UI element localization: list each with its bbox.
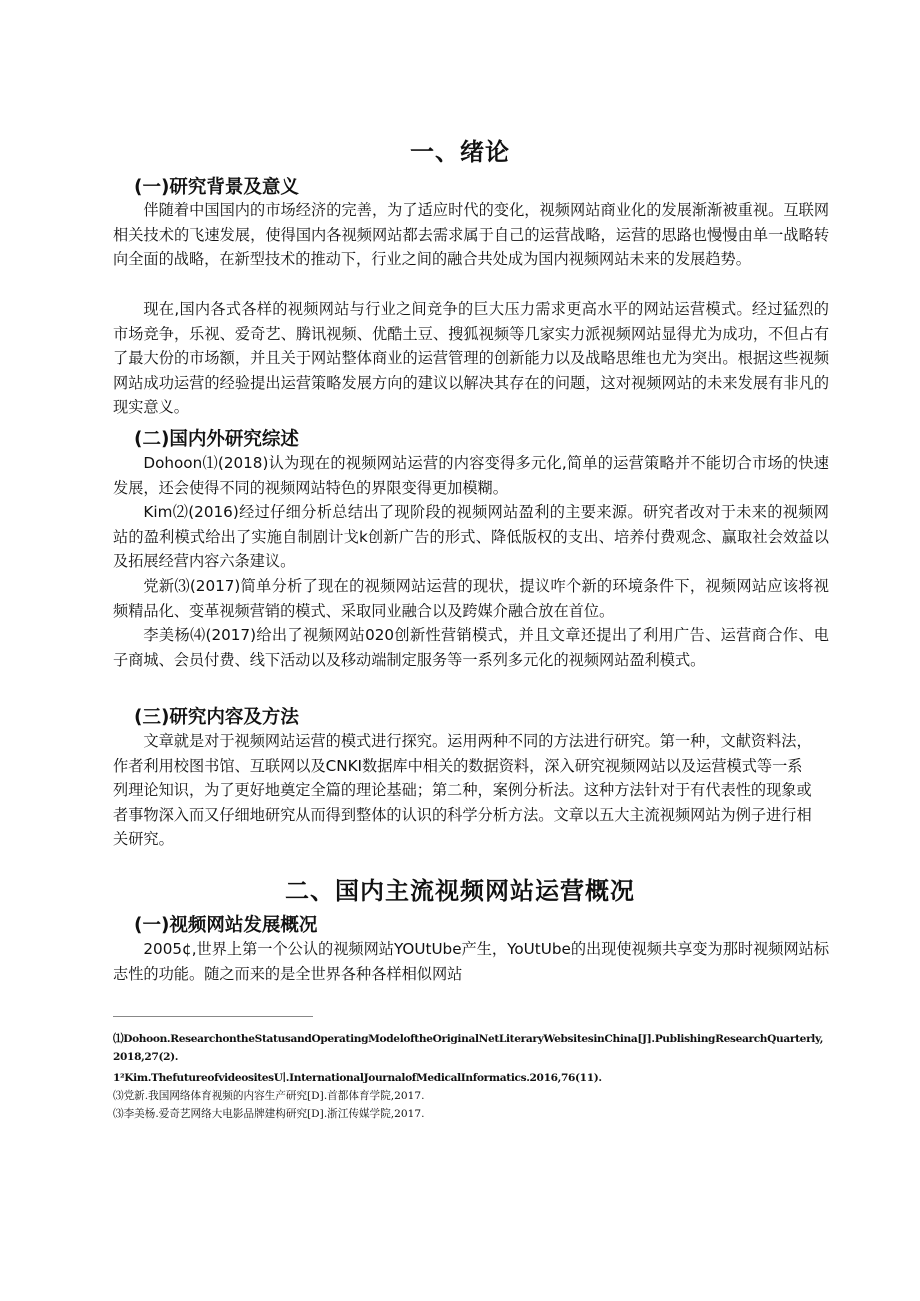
paragraph-review-kim: Kim⑵(2016)经过仔细分析总结出了现阶段的视频网站盈利的主要来源。研究者改对于未来的视频网站的盈利模式给出了实施自制剧计戈k创新广告的形式、降低版权的支出、培养付费观念、赢取社会效益以及拓展经营内容六条建议。 [113, 503, 829, 571]
paragraph-background-1: 伴随着中国国内的市场经济的完善，为了适应时代的变化，视频网站商业化的发展渐渐被重视。互联网相关技术的飞速发展，使得国内各视频网站都去需求属于自己的运营战略，运营的思路也慢慢由单一战略转向全面的战略，在新型技术的推动下，行业之间的融合共处成为国内视频网站未来的发展趋势。 [113, 201, 829, 269]
footnote-divider [113, 1016, 313, 1017]
section-heading-background: (一)研究背景及意义 [134, 177, 299, 198]
paragraph-review-limeiyang: 李美杨⑷(2017)给出了视频网站020创新性营销模式，并且文章还提出了利用广告、运营商合作、电子商城、会员付费、线下活动以及移动端制定服务等一系列多元化的视频网站盈利模式。 [113, 626, 829, 669]
section-heading-literature-review: (二)国内外研究综述 [134, 429, 299, 450]
footnote-3: ⑶党新.我国网络体育视频的内容生产研究[D].首都体育学院,2017. [113, 1090, 425, 1102]
footnote-2: 1²Kim.ThefutureofvideositesU∣.InternationalJournalofMedicalInformatics.2016,76(11). [113, 1072, 602, 1084]
paragraph-development: 2005¢,世界上第一个公认的视频网站YOUtUbe产生，YoUtUbe的出现使视频共享变为那时视频网站标志性的功能。随之而来的是全世界各种各样相似网站 [113, 940, 830, 983]
footnote-1: ⑴Dohoon.ResearchontheStatusandOperatingModeloftheOriginalNetLiteraryWebsitesinChina[J].PublishingResearchQuarterly,2018,27(2). [113, 1033, 824, 1063]
paragraph-review-dangxin: 党新⑶(2017)简单分析了现在的视频网站运营的现状，提议咋个新的环境条件下，视频网站应该将视频精品化、变革视频营销的模式、采取同业融合以及跨媒介融合放在首位。 [113, 577, 829, 620]
chapter-title-1: 一、绪论 [410, 138, 510, 166]
section-heading-development: (一)视频网站发展概况 [134, 915, 318, 936]
paragraph-background-2: 现在,国内各式各样的视频网站与行业之间竞争的巨大压力需求更高水平的网站运营模式。经过猛烈的市场竞争，乐视、爱奇艺、腾讯视频、优酷土豆、搜狐视频等几家实力派视频网站显得尤为成功，不但占有了最大份的市场额，并且关于网站整体商业的运营管理的创新能力以及战略思维也尤为突出。根据这些视频网站成功运营的经验提出运营策略发展方向的建议以解决其存在的问题，这对视频网站的未来发展有非凡的现实意义。 [113, 300, 829, 417]
paragraph-methods: 文章就是对于视频网站运营的模式进行探究。运用两种不同的方法进行研究。第一种，文献资料法，作者利用校图书馆、互联网以及CNKI数据库中相关的数据资料，深入研究视频网站以及运营模式等一系列理论知识，为了更好地奠定全篇的理论基础；第二种，案例分析法。这种方法针对于有代表性的现象或者事物深入而又仔细地研究从而得到整体的认识的科学分析方法。文章以五大主流视频网站为例子进行相关研究。 [113, 732, 812, 849]
chapter-title-2: 二、国内主流视频网站运营概况 [285, 877, 635, 905]
section-heading-content-methods: (三)研究内容及方法 [134, 707, 299, 728]
paragraph-review-dohoon: Dohoon⑴(2018)认为现在的视频网站运营的内容变得多元化,简单的运营策略并不能切合市场的快速发展，还会使得不同的视频网站特色的界限变得更加模糊。 [113, 454, 829, 497]
footnote-4: ⑶李美杨.爱奇艺网络大电影品牌建构研究[D].浙江传媒学院,2017. [113, 1108, 425, 1120]
